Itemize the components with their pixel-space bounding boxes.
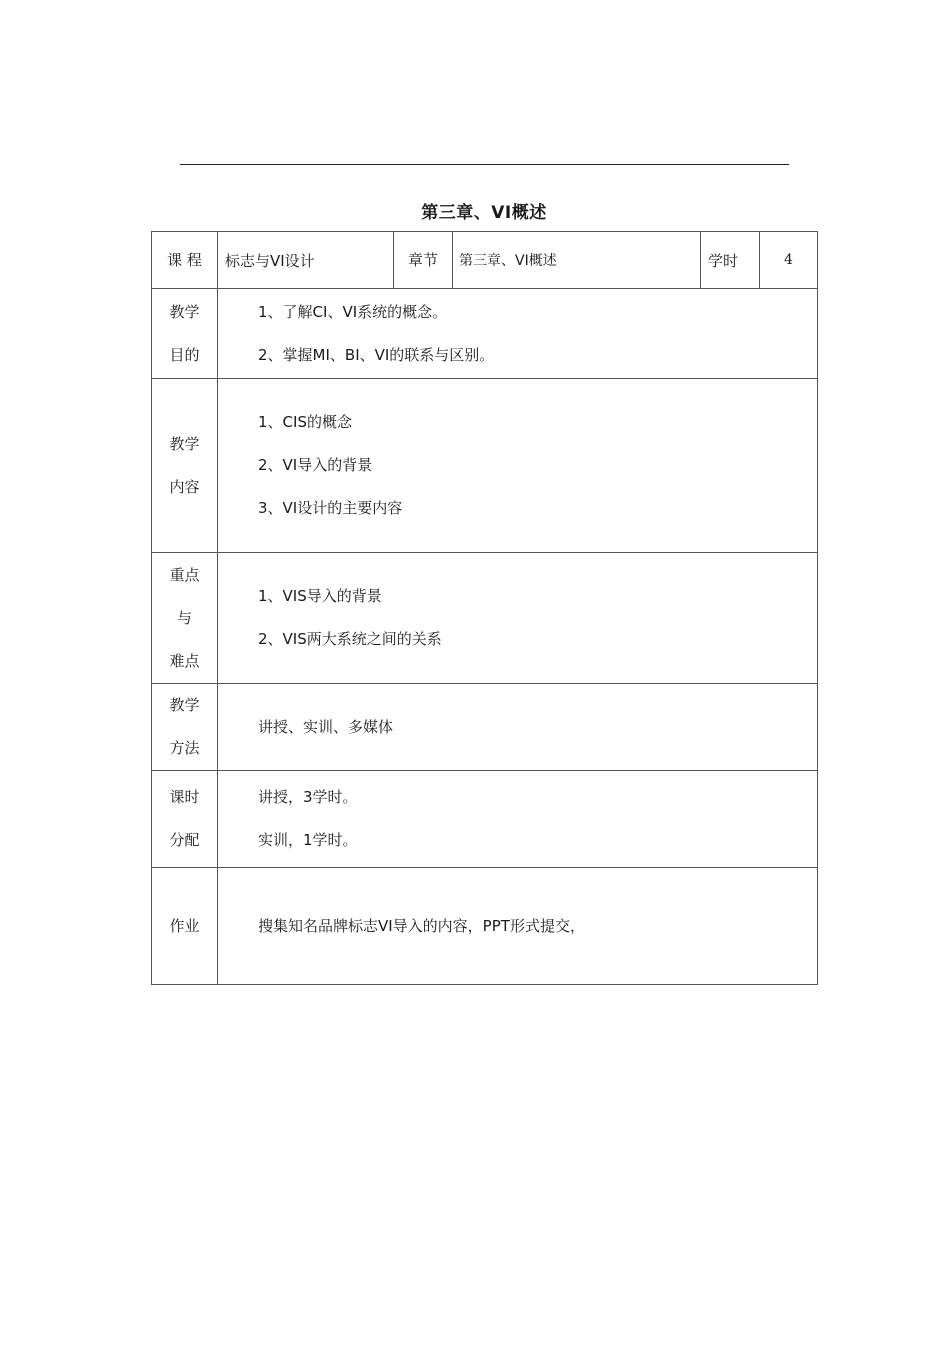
objectives-label-line-2: 目的 <box>169 345 200 364</box>
course-value: 标志与VI设计 <box>218 232 394 289</box>
objectives-row <box>152 289 818 379</box>
content-line-1: 1、CIS的概念 <box>258 413 352 431</box>
objectives-label-line-1: 教学 <box>169 302 200 321</box>
lesson-plan-table <box>151 231 818 985</box>
content-label-line-2: 内容 <box>169 477 200 496</box>
content-label-line-1: 教学 <box>169 434 200 453</box>
content-line-2: 2、VI导入的背景 <box>258 456 373 474</box>
methods-label-line-1: 教学 <box>169 696 200 714</box>
methods-label-line-2: 方法 <box>169 739 200 757</box>
key-points-label-line-3: 难点 <box>169 651 200 670</box>
allocation-line-2: 实训，1学时。 <box>258 831 358 849</box>
header-row <box>152 232 818 289</box>
allocation-label-line-2: 分配 <box>169 831 200 849</box>
content-label <box>152 379 218 553</box>
hours-label: 学时 <box>701 232 760 289</box>
homework-content: 搜集知名品牌标志VI导入的内容，PPT形式提交， <box>218 868 818 985</box>
section-label: 章节 <box>394 232 453 289</box>
key-points-label-line-2: 与 <box>176 608 192 627</box>
homework-label: 作业 <box>152 868 218 985</box>
content-line-3: 3、VI设计的主要内容 <box>258 499 403 517</box>
header-rule <box>180 164 789 165</box>
objectives-content <box>218 289 818 379</box>
section-value: 第三章、VI概述 <box>453 232 701 289</box>
allocation-row <box>152 771 818 868</box>
allocation-label <box>152 771 218 868</box>
methods-content: 讲授、实训、多媒体 <box>218 684 818 771</box>
key-points-line-2: 2、VIS两大系统之间的关系 <box>258 630 442 648</box>
key-points-row <box>152 553 818 684</box>
key-points-label-line-1: 重点 <box>169 565 200 584</box>
allocation-label-line-1: 课时 <box>169 788 200 806</box>
hours-value: 4 <box>760 232 818 289</box>
allocation-content <box>218 771 818 868</box>
methods-label <box>152 684 218 771</box>
allocation-line-1: 讲授，3学时。 <box>258 788 358 806</box>
objectives-label <box>152 289 218 379</box>
content-content <box>218 379 818 553</box>
key-points-label <box>152 553 218 684</box>
key-points-content <box>218 553 818 684</box>
course-label: 课 程 <box>152 232 218 289</box>
methods-row <box>152 684 818 771</box>
homework-row <box>152 868 818 985</box>
key-points-line-1: 1、VIS导入的背景 <box>258 587 382 605</box>
objectives-line-1: 1、了解CI、VI系统的概念。 <box>258 302 448 321</box>
content-row <box>152 379 818 553</box>
objectives-line-2: 2、掌握MI、BI、VI的联系与区别。 <box>258 345 495 364</box>
page-title: 第三章、VI概述 <box>421 203 547 223</box>
